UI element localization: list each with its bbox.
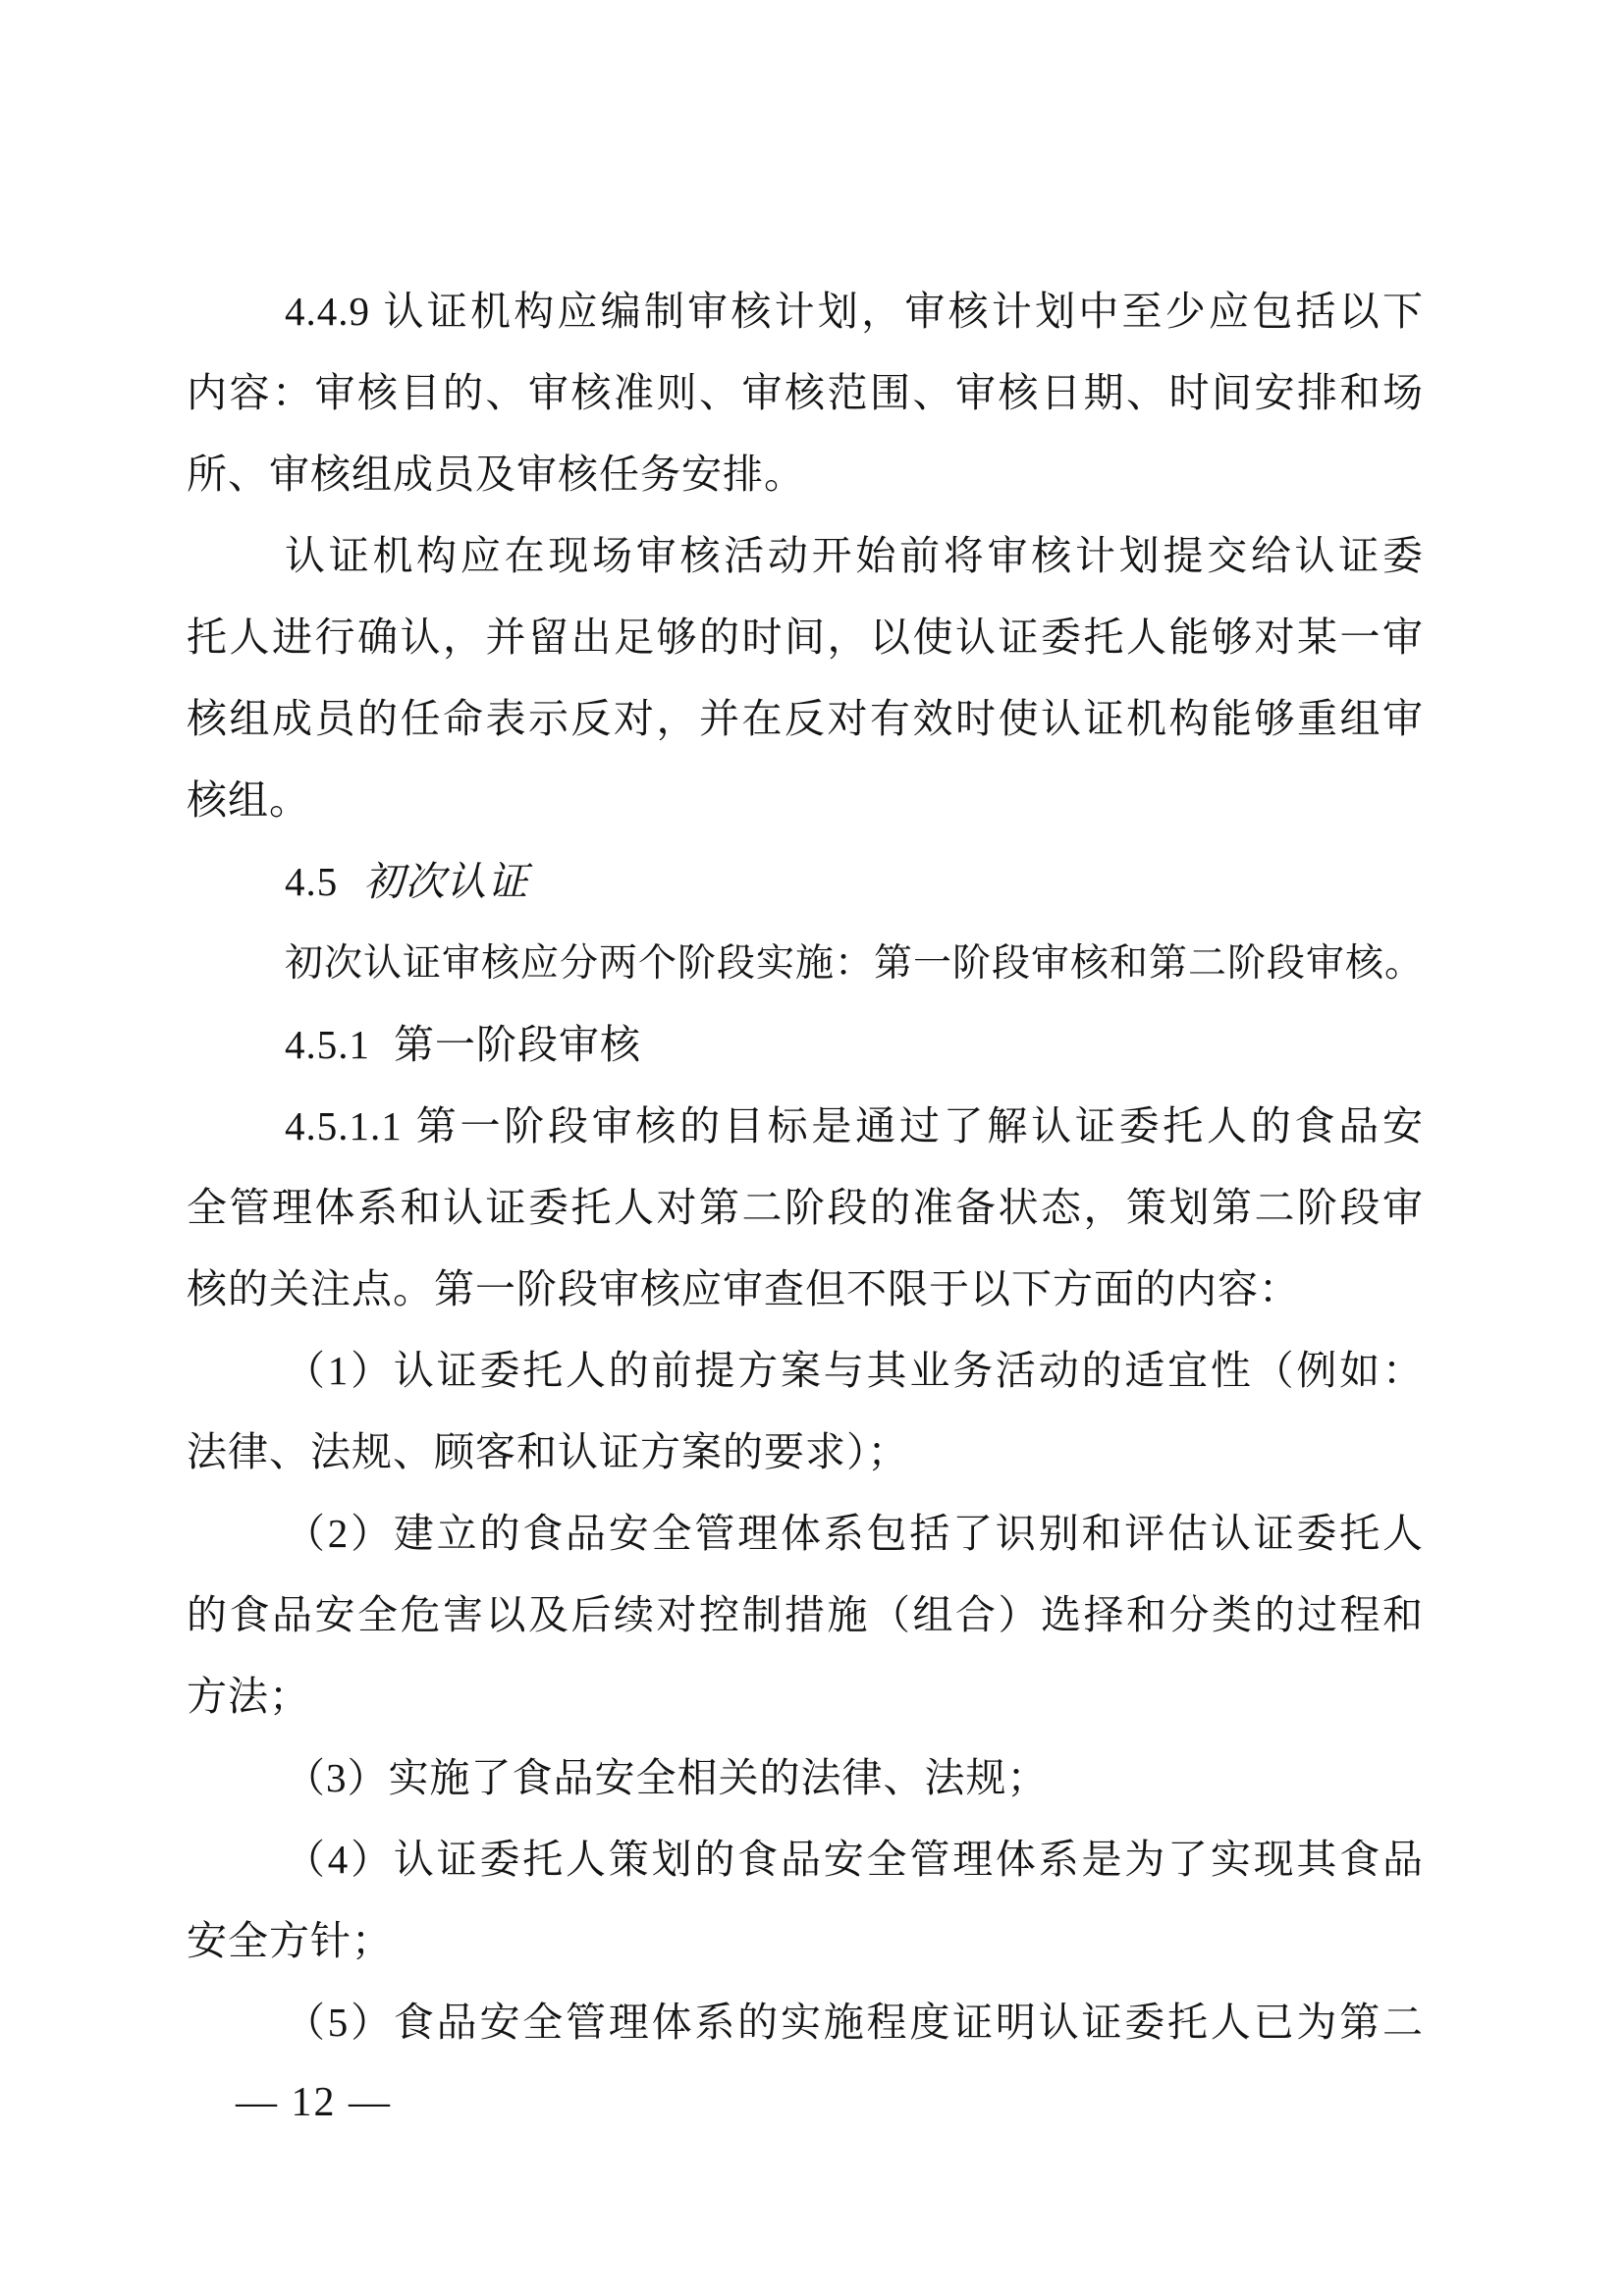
line-4-5-1-1-c: 核的关注点。第一阶段审核应审查但不限于以下方面的内容： [187, 1266, 1300, 1311]
line-4-5-1-1-b: 全管理体系和认证委托人对第二阶段的准备状态，策划第二阶段审 [187, 1185, 1424, 1230]
line-item-2-c: 方法； [187, 1674, 310, 1719]
line-4-4-9-p2-3: 核组成员的任命表示反对，并在反对有效时使认证机构能够重组审 [187, 696, 1424, 741]
line-4-5-intro: 初次认证审核应分两个阶段实施：第一阶段审核和第二阶段审核。 [285, 942, 1424, 985]
document-body [187, 271, 1424, 2063]
line-item-4-a: （4）认证委托人策划的食品安全管理体系是为了实现其食品 [285, 1837, 1424, 1882]
section-heading-4-5-1 [187, 1004, 1424, 1086]
section-number-4-5-1: 4.5.1 [285, 1022, 370, 1067]
line-4-4-9-p2-1: 认证机构应在现场审核活动开始前将审核计划提交给认证委 [285, 533, 1424, 578]
line-4-4-9-p2-2: 托人进行确认，并留出足够的时间，以使认证委托人能够对某一审 [187, 614, 1424, 660]
line-4-4-9-1: 4.4.9 认证机构应编制审核计划，审核计划中至少应包括以下 [285, 289, 1424, 334]
page-number: — 12 — [236, 2080, 392, 2125]
section-title-4-5-1: 第一阶段审核 [394, 1022, 641, 1067]
line-4-5-1-1-a: 4.5.1.1 第一阶段审核的目标是通过了解认证委托人的食品安 [285, 1103, 1424, 1148]
line-item-2-a: （2）建立的食品安全管理体系包括了识别和评估认证委托人 [285, 1511, 1424, 1556]
line-4-4-9-p2-4: 核组。 [187, 777, 310, 823]
line-4-4-9-2: 内容：审核目的、审核准则、审核范围、审核日期、时间安排和场 [187, 370, 1424, 415]
line-item-3-a: （3）实施了食品安全相关的法律、法规； [285, 1755, 1049, 1800]
line-item-1-b: 法律、法规、顾客和认证方案的要求）； [187, 1429, 909, 1474]
line-item-1-a: （1）认证委托人的前提方案与其业务活动的适宜性（例如： [285, 1348, 1424, 1393]
line-item-4-b: 安全方针； [187, 1918, 393, 1963]
section-heading-4-5 [187, 841, 1424, 923]
section-number-4-5: 4.5 [285, 859, 339, 904]
section-title-4-5: 初次认证 [363, 859, 529, 904]
line-4-4-9-3: 所、审核组成员及审核任务安排。 [187, 452, 805, 497]
line-item-2-b: 的食品安全危害以及后续对控制措施（组合）选择和分类的过程和 [187, 1592, 1424, 1637]
line-item-5-a: （5）食品安全管理体系的实施程度证明认证委托人已为第二 [285, 2000, 1424, 2045]
